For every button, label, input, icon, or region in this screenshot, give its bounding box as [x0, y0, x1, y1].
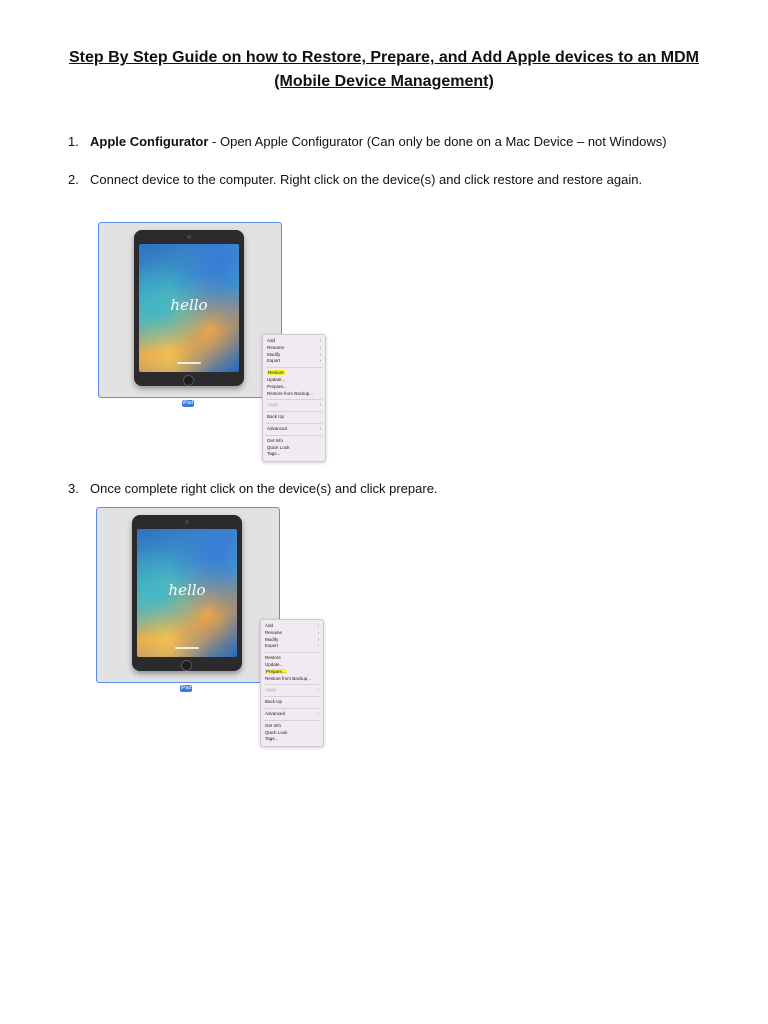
menu-item-restore-backup[interactable]: Restore from Backup...	[265, 675, 312, 681]
hello-text: hello	[168, 581, 206, 599]
hello-text: hello	[170, 296, 208, 314]
step-1-number: 1.	[68, 134, 79, 149]
menu-item-get-info[interactable]: Get Info	[265, 722, 282, 728]
step-3-text: Once complete right click on the device(s) and click prepare.	[90, 481, 438, 496]
menu-divider	[264, 696, 320, 697]
menu-item-rename[interactable]: Rename ›	[265, 629, 319, 635]
menu-item-apply: Apply ›	[265, 687, 319, 693]
ipad-icon	[132, 515, 242, 671]
step-1-bold: Apple Configurator	[90, 134, 209, 149]
lock-bar	[175, 647, 199, 649]
restore-screenshot	[98, 222, 338, 462]
ipad-screen	[137, 529, 237, 657]
menu-item-update[interactable]: Update...	[265, 661, 284, 667]
step-2-text: Connect device to the computer. Right click on the device(s) and click restore and restore again.	[90, 172, 643, 187]
step-2-number: 2.	[68, 172, 79, 187]
menu-item-advanced[interactable]: Advanced ›	[267, 425, 321, 431]
page-title: Step By Step Guide on how to Restore, Prepare, and Add Apple devices to an MDM (Mobile Device Management)	[68, 49, 699, 90]
device-label: iPad	[182, 400, 193, 406]
camera-icon	[187, 235, 191, 239]
home-button-icon	[181, 660, 192, 671]
menu-item-update[interactable]: Update...	[267, 376, 286, 382]
menu-item-modify[interactable]: Modify ›	[265, 636, 319, 642]
step-2	[68, 171, 642, 189]
step-1-body: - Open Apple Configurator (Can only be done on a Mac Device – not Windows)	[208, 134, 667, 149]
lock-bar	[177, 362, 201, 364]
menu-item-export[interactable]: Export ›	[267, 358, 321, 364]
menu-item-rename[interactable]: Rename ›	[267, 344, 321, 350]
menu-item-prepare[interactable]: Prepare...	[267, 383, 287, 389]
menu-item-restore[interactable]: Restore	[268, 370, 284, 376]
menu-divider	[266, 399, 322, 400]
menu-item-tags[interactable]: Tags...	[265, 736, 279, 742]
menu-item-add[interactable]: Add ›	[267, 338, 321, 343]
menu-divider	[266, 411, 322, 412]
menu-item-get-info[interactable]: Get Info	[267, 437, 284, 443]
menu-item-backup[interactable]: Back Up	[267, 414, 285, 420]
menu-item-restore-backup[interactable]: Restore from Backup...	[267, 390, 314, 396]
menu-item-modify[interactable]: Modify ›	[267, 351, 321, 357]
step-1	[68, 133, 667, 151]
ipad-icon	[134, 230, 244, 386]
step-1-text	[90, 133, 667, 151]
menu-divider	[266, 423, 322, 424]
menu-divider	[264, 684, 320, 685]
menu-item-add[interactable]: Add ›	[265, 623, 319, 628]
context-menu	[260, 619, 324, 747]
device-label: iPad	[180, 685, 191, 691]
menu-item-restore[interactable]: Restore	[265, 655, 281, 661]
home-button-icon	[183, 375, 194, 386]
ipad-screen	[139, 244, 239, 372]
step-3-number: 3.	[68, 481, 79, 496]
menu-item-quick-look[interactable]: Quick Look	[267, 444, 290, 450]
menu-item-tags[interactable]: Tags...	[267, 451, 281, 457]
menu-item-apply: Apply ›	[267, 402, 321, 408]
prepare-screenshot	[96, 507, 336, 747]
menu-divider	[266, 367, 322, 368]
menu-divider	[264, 720, 320, 721]
menu-item-advanced[interactable]: Advanced ›	[265, 710, 319, 716]
menu-divider	[264, 652, 320, 653]
menu-divider	[264, 708, 320, 709]
step-3	[68, 480, 438, 498]
context-menu	[262, 334, 326, 462]
menu-item-export[interactable]: Export ›	[265, 643, 319, 649]
menu-item-backup[interactable]: Back Up	[265, 699, 283, 705]
menu-divider	[266, 435, 322, 436]
menu-item-prepare[interactable]: Prepare...	[266, 668, 286, 674]
camera-icon	[185, 520, 189, 524]
menu-item-quick-look[interactable]: Quick Look	[265, 729, 288, 735]
